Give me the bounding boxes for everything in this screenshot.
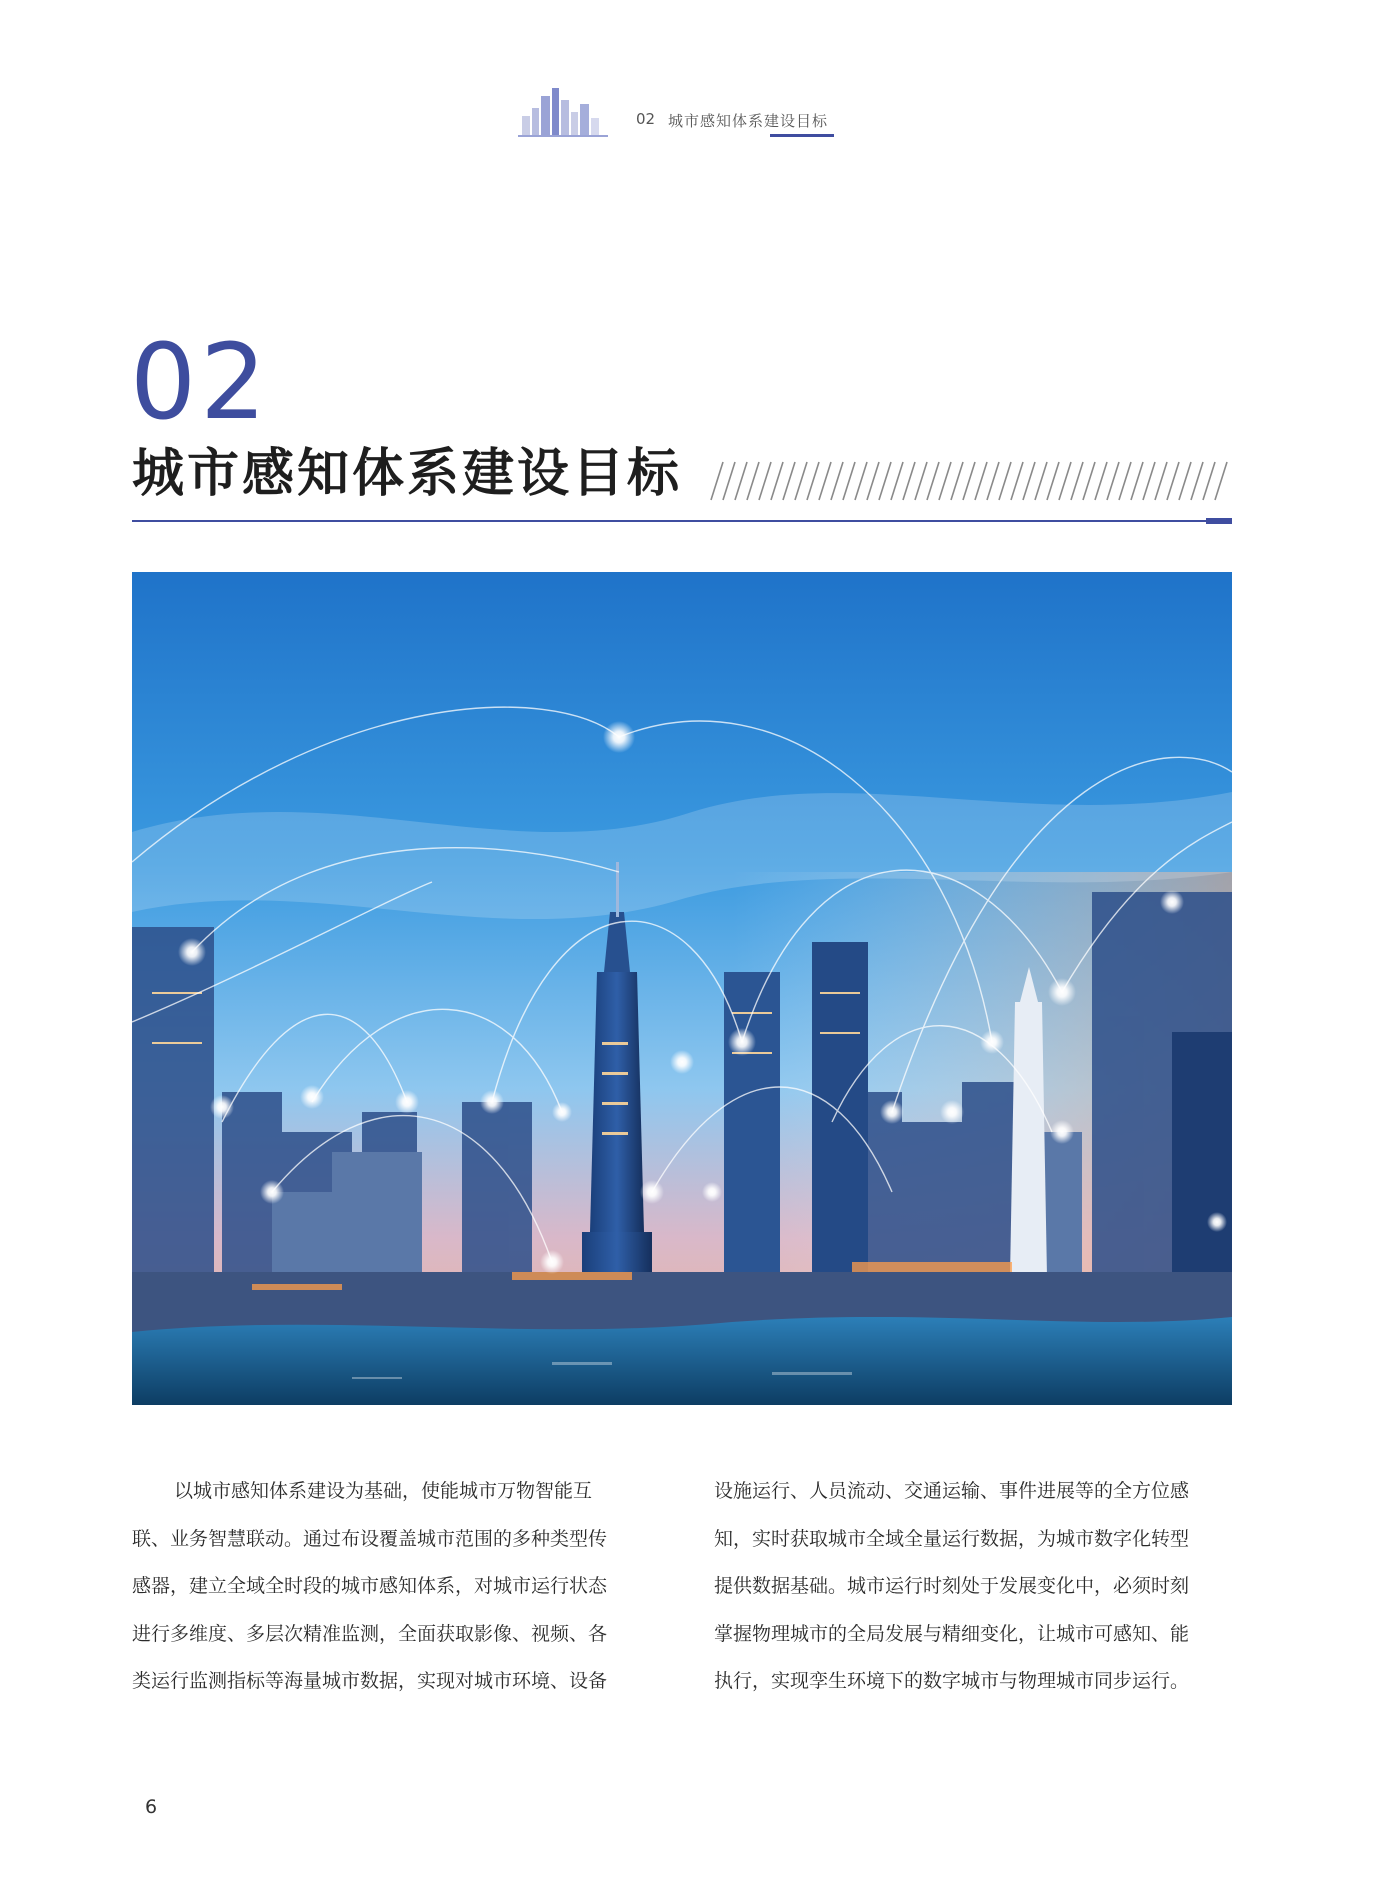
header-section-title: 城市感知体系建设目标: [668, 112, 829, 130]
section-title: 城市感知体系建设目标: [132, 444, 683, 504]
body-line: 进行多维度、多层次精准监测，全面获取影像、视频、各: [132, 1622, 608, 1645]
header-section-number: 02: [636, 110, 656, 128]
body-line: 知，实时获取城市全域全量运行数据，为城市数字化转型: [714, 1527, 1190, 1550]
body-column-right: [714, 1468, 1232, 1706]
body-line: 联、业务智慧联动。通过布设覆盖城市范围的多种类型传: [132, 1527, 608, 1550]
body-line: 执行，实现孪生环境下的数字城市与物理城市同步运行。: [714, 1670, 1190, 1692]
page-number: 6: [145, 1796, 158, 1818]
body-line: 以城市感知体系建设为基础，使能城市万物智能互: [174, 1480, 593, 1502]
header-underline: [770, 134, 834, 137]
body-line: 掌握物理城市的全局发展与精细变化，让城市可感知、能: [714, 1622, 1190, 1645]
hatch-decoration: [705, 460, 1230, 502]
running-header: [518, 84, 838, 144]
section-number: 02: [130, 321, 271, 443]
body-line: 提供数据基础。城市运行时刻处于发展变化中，必须时刻: [714, 1575, 1190, 1597]
body-line: 感器，建立全域全时段的城市感知体系，对城市运行状态: [132, 1575, 608, 1597]
body-column-left: [132, 1468, 650, 1706]
heading-rule-tab: [1206, 518, 1232, 524]
body-line: 设施运行、人员流动、交通运输、事件进展等的全方位感: [714, 1480, 1190, 1502]
city-skyline-photo: [132, 572, 1232, 1405]
heading-rule: [132, 520, 1232, 522]
skyline-icon: [518, 86, 608, 138]
body-line: 类运行监测指标等海量城市数据，实现对城市环境、设备: [132, 1670, 608, 1692]
